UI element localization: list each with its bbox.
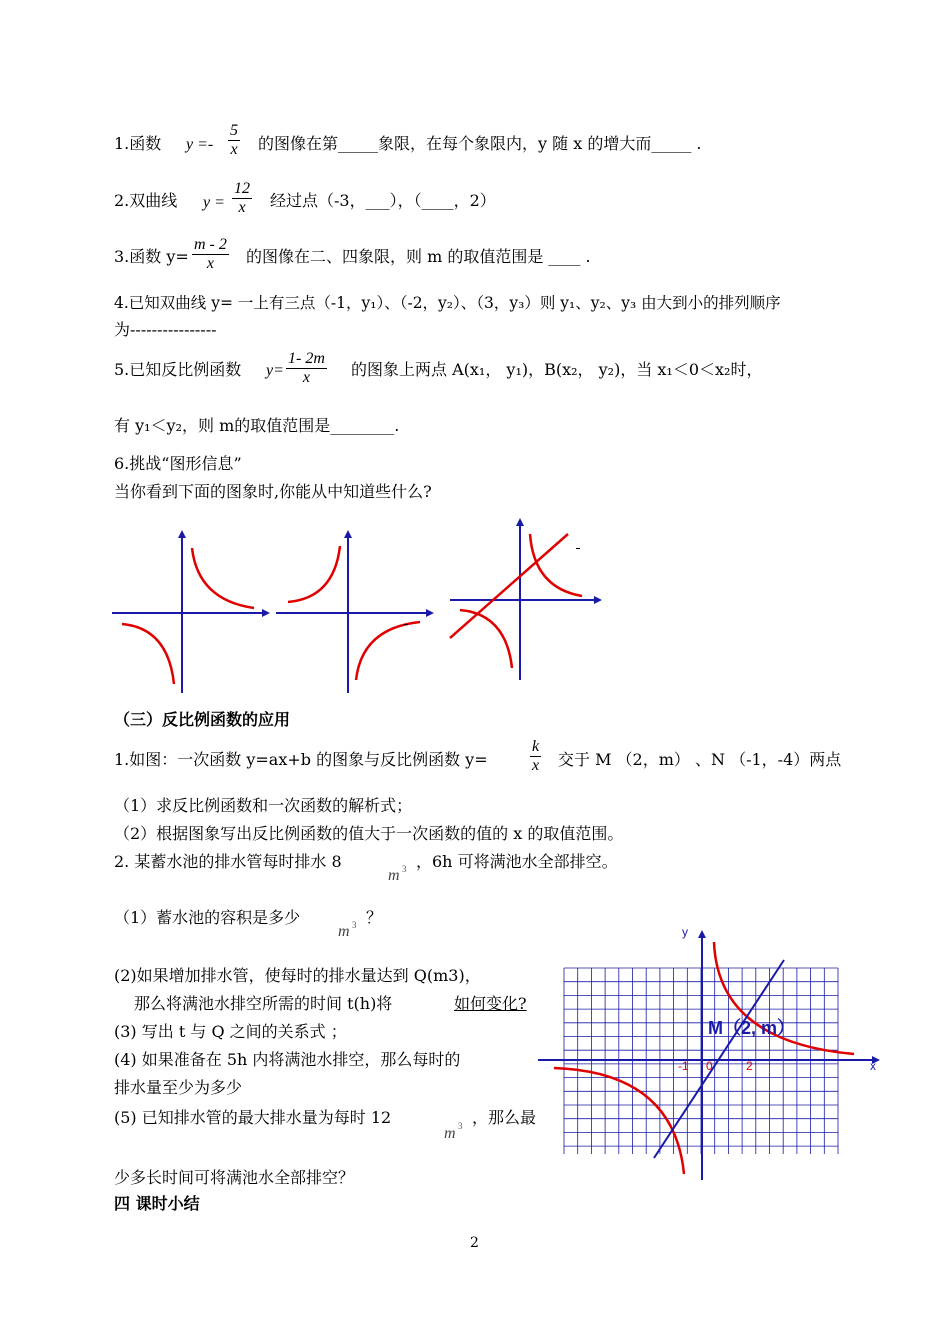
- grid-chart-tick-neg1: -1: [678, 1059, 689, 1073]
- graph-3-hyp-den: [576, 548, 580, 549]
- graph-2-x-arrow: [426, 609, 434, 617]
- q2-y-eq: y =: [203, 194, 225, 211]
- app1-sub2: （2）根据图象写出反比例函数的值大于一次函数的值的 x 的取值范围。: [114, 824, 624, 843]
- app2-s1: （1）蓄水池的容积是多少: [114, 908, 301, 927]
- app2-unit-sup: 3: [402, 864, 407, 874]
- q1-numerator: 5: [230, 122, 238, 139]
- q6-title: 6.挑战“图形信息”: [114, 454, 242, 473]
- q1-fraction: [228, 122, 240, 159]
- q5-fraction: [286, 350, 327, 387]
- graph-1-branch-q3: [122, 624, 174, 684]
- app2-s4b: 排水量至少为多少: [114, 1078, 243, 1097]
- app1-fraction: [530, 738, 541, 775]
- graph-3-x-arrow: [594, 596, 602, 604]
- grid-chart-y-arrow: [698, 930, 706, 938]
- q2-numerator: 12: [234, 180, 250, 197]
- app2-s2b-link: 如何变化?: [454, 994, 527, 1013]
- q1-y-eq: y =-: [186, 136, 214, 153]
- app2-unit: m: [388, 867, 400, 884]
- grid-chart-x-label: x: [870, 1059, 876, 1073]
- app2-s5-unit: m: [444, 1125, 456, 1142]
- app2-s5: (5) 已知排水管的最大排水量为每时 12: [114, 1108, 392, 1127]
- q2-fraction: [232, 180, 252, 217]
- grid-chart-tick-2: 2: [746, 1059, 753, 1073]
- graph-3-y-arrow: [516, 518, 524, 526]
- q3-denominator: x: [192, 254, 229, 273]
- app2-s1-end: ？: [366, 908, 383, 927]
- graph-1-y-arrow: [178, 530, 186, 538]
- graph-2: [276, 528, 436, 698]
- app1-numerator: k: [532, 738, 540, 755]
- app1-text: 交于 M （2，m） 、N （-1，-4）两点: [558, 750, 842, 769]
- q3-prefix: 3.函数 y=: [114, 247, 189, 266]
- app2-s5-unit-sup: 3: [458, 1121, 463, 1131]
- q5-denominator: x: [286, 368, 327, 387]
- q5-y-eq: y=: [266, 362, 284, 379]
- app2-s4a: (4) 如果准备在 5h 内将满池水排空，那么每时的: [114, 1050, 461, 1069]
- q1-text: 的图像在第_____象限，在每个象限内，y 随 x 的增大而_____ .: [258, 134, 702, 153]
- app1-sub1: （1）求反比例函数和一次函数的解析式；: [114, 796, 413, 815]
- q3-numerator: m - 2: [194, 236, 227, 253]
- app2-s1-unit-sup: 3: [352, 920, 357, 930]
- app2-s5-end: ，那么最: [472, 1108, 537, 1127]
- app2-s2a: (2)如果增加排水管，使每时的排水量达到 Q(m3)，: [114, 966, 481, 985]
- graph-2-branch-q4: [356, 622, 420, 680]
- q5-prefix: 5.已知反比例函数: [114, 360, 242, 379]
- graph-3-hyperbola-q3: [460, 610, 512, 668]
- graph-1-x-arrow: [262, 609, 270, 617]
- graph-2-formula-fraction: [404, 624, 408, 625]
- q2-denominator: x: [232, 198, 252, 217]
- q1-prefix: 1.函数: [114, 134, 162, 153]
- app1-denominator: x: [532, 757, 540, 774]
- grid-chart-m-label: M（2, m）: [708, 1018, 796, 1038]
- q1-denominator: x: [228, 140, 240, 159]
- q3-fraction: [192, 236, 229, 273]
- app2-s5b: 少多长时间可将满池水全部排空？: [114, 1168, 355, 1187]
- q2-text: 经过点（-3，___），（____，2）: [270, 191, 496, 210]
- q4-line2: 为----------------: [114, 320, 217, 339]
- app2-s2b: 那么将满池水排空所需的时间 t(h)将: [134, 994, 393, 1013]
- section-3-heading: （三）反比例函数的应用: [114, 710, 291, 729]
- app2-s1-unit: m: [338, 923, 350, 940]
- grid-chart: [534, 922, 884, 1184]
- page-number: 2: [470, 1235, 479, 1251]
- app2-s3: (3) 写出 t 与 Q 之间的关系式 ；: [114, 1022, 347, 1041]
- q5-line2: 有 y₁＜y₂，则 m的取值范围是________.: [114, 416, 400, 435]
- graph-1: [112, 528, 272, 698]
- app2-prefix: 2. 某蓄水池的排水管每时排水 8: [114, 852, 342, 871]
- graph-2-branch-q2: [288, 546, 340, 602]
- graph-2-y-arrow: [344, 530, 352, 538]
- q2-prefix: 2.双曲线: [114, 191, 178, 210]
- graph-3-line: [450, 534, 568, 638]
- graph-2-formula-den: [404, 624, 408, 625]
- graph-3-hyp-fraction: [576, 548, 580, 549]
- q5-text: 的图象上两点 A(x₁， y₁)，B(x₂， y₂)，当 x₁＜0＜x₂时，: [351, 360, 763, 379]
- graph-3: [446, 514, 616, 684]
- grid-chart-tick-0: 0: [706, 1059, 713, 1073]
- q4-line1: 4.已知双曲线 y= 一上有三点（-1，y₁）、（-2，y₂）、（3，y₃）则 y₁、y₂、y₃ 由大到小的排列顺序: [114, 294, 781, 312]
- grid-chart-y-label: y: [682, 925, 688, 939]
- section-4-heading: 四 课时小结: [114, 1194, 200, 1213]
- app1-prefix: 1.如图：一次函数 y=ax+b 的图象与反比例函数 y=: [114, 750, 488, 769]
- app2-text: ，6h 可将满池水全部排空。: [416, 852, 618, 871]
- q3-text: 的图像在二、四象限，则 m 的取值范围是 ____ .: [246, 247, 591, 266]
- graph-1-branch-q1: [192, 548, 254, 608]
- q6-question: 当你看到下面的图象时,你能从中知道些什么?: [114, 482, 432, 501]
- q5-numerator: 1- 2m: [288, 350, 325, 367]
